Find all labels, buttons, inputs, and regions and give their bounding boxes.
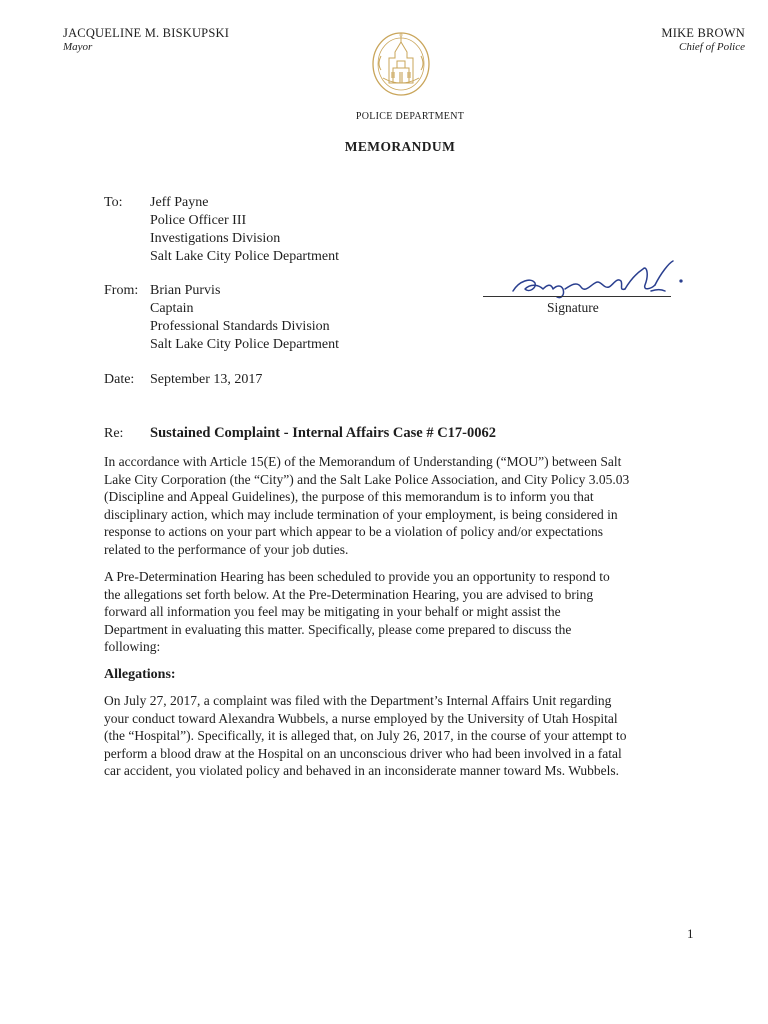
- signature-label: Signature: [547, 300, 599, 315]
- text-line: A Pre-Determination Hearing has been scheduled to provide you an opportunity to respond to: [104, 569, 610, 584]
- text-line: perform a blood draw at the Hospital on an unconscious driver who had been involved in a fatal: [104, 745, 622, 761]
- from-line: Brian Purvis: [150, 283, 221, 298]
- page-number: 1: [687, 926, 694, 941]
- text-line: following:: [104, 639, 161, 655]
- mayor-name: JACQUELINE M. BISKUPSKI: [63, 26, 230, 40]
- signature-line: [483, 296, 671, 297]
- department-name: POLICE DEPARTMENT: [355, 111, 465, 122]
- date-value: September 13, 2017: [150, 372, 263, 387]
- text-line: (the “Hospital”). Specifically, it is alleged that, on July 26, 2017, in the course of your attempt to: [104, 728, 627, 744]
- text-line: your conduct toward Alexandra Wubbels, a nurse employed by the University of Utah Hospital: [104, 710, 618, 726]
- text-line: Department in evaluating this matter. Specifically, please come prepared to discuss the: [104, 621, 572, 637]
- to-line: Police Officer III: [150, 213, 247, 228]
- re-subject: Sustained Complaint - Internal Affairs Case # C17-0062: [150, 425, 496, 441]
- from-line: Professional Standards Division: [150, 319, 330, 334]
- from-line: Salt Lake City Police Department: [150, 337, 339, 352]
- from-label: From:: [104, 283, 139, 298]
- chief-name: MIKE BROWN: [661, 26, 745, 40]
- to-recipient: [150, 194, 339, 266]
- allegations-heading: Allegations:: [104, 667, 176, 682]
- city-seal-icon: [369, 28, 433, 98]
- to-line: Salt Lake City Police Department: [150, 249, 339, 264]
- text-line: related to the performance of your job duties.: [104, 541, 349, 557]
- text-line: On July 27, 2017, a complaint was filed with the Department’s Internal Affairs Unit regarding: [104, 693, 612, 708]
- text-line: Lake City Corporation (the “City”) and the Salt Lake Police Association, and City Policy 3.05.03: [104, 471, 630, 487]
- to-line: Investigations Division: [150, 231, 281, 246]
- from-sender: [150, 282, 339, 354]
- paragraph-hearing: [104, 568, 704, 656]
- text-line: In accordance with Article 15(E) of the Memorandum of Understanding (“MOU”) between Salt: [104, 454, 622, 469]
- text-line: car accident, you violated policy and behaved in an inconsiderate manner toward Ms. Wubbels.: [104, 763, 620, 779]
- re-label: Re:: [104, 426, 124, 441]
- chief-title: Chief of Police: [679, 41, 745, 53]
- paragraph-allegations: [104, 692, 704, 780]
- mayor-title: Mayor: [63, 41, 93, 53]
- to-line: Jeff Payne: [150, 195, 209, 210]
- from-line: Captain: [150, 301, 194, 316]
- to-label: To:: [104, 195, 123, 210]
- text-line: (Discipline and Appeal Guidelines), the purpose of this memorandum is to inform you that: [104, 489, 594, 505]
- text-line: response to actions on your part which appear to be a violation of policy and/or expectations: [104, 524, 603, 540]
- handwritten-signature: [505, 255, 690, 305]
- text-line: forward all information you feel may be mitigating in your behalf or might assist the: [104, 604, 561, 620]
- text-line: the allegations set forth below. At the Pre-Determination Hearing, you are advised to bring: [104, 586, 594, 602]
- date-label: Date:: [104, 372, 135, 387]
- memo-title: MEMORANDUM: [344, 139, 456, 154]
- paragraph-purpose: [104, 453, 704, 559]
- text-line: disciplinary action, which may include termination of your employment, is being considered in: [104, 506, 618, 522]
